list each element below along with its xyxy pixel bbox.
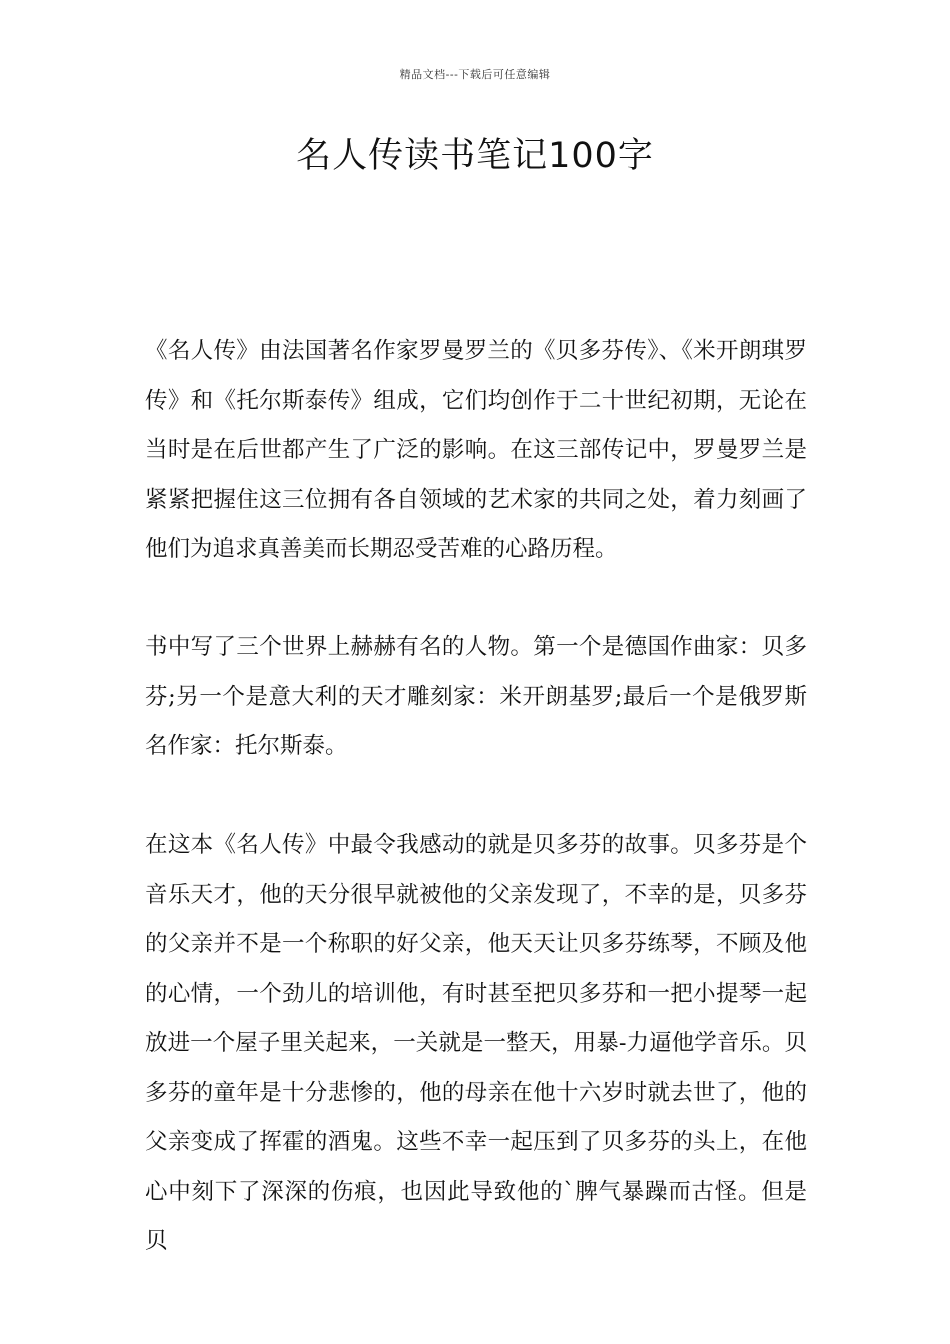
paragraph-3: 在这本《名人传》中最令我感动的就是贝多芬的故事。贝多芬是个音乐天才，他的天分很早就被他的父亲发现了，不幸的是，贝多芬的父亲并不是一个称职的好父亲，他天天让贝多芬练琴，不顾及他的心情，一个劲儿的培训他，有时甚至把贝多芬和一把小提琴一起放进一个屋子里关起来，一关就是一整天，用暴-力逼他学音乐。贝多芬的童年是十分悲惨的，他的母亲在他十六岁时就去世了，他的父亲变成了挥霍的酒鬼。这些不幸一起压到了贝多芬的头上，在他心中刻下了深深的伤痕，也因此导致他的`脾气暴躁而古怪。但是贝 xyxy=(145,832,807,1254)
page-title: 名人传读书笔记100字 xyxy=(296,136,654,176)
header-note: 精品文档---下载后可任意编辑 xyxy=(399,68,551,81)
paragraph-2: 书中写了三个世界上赫赫有名的人物。第一个是德国作曲家：贝多芬;另一个是意大利的天才雕刻家：米开朗基罗;最后一个是俄罗斯名作家：托尔斯泰。 xyxy=(145,634,807,759)
paragraph-1: 《名人传》由法国著名作家罗曼罗兰的《贝多芬传》、《米开朗琪罗传》和《托尔斯泰传》组成，它们均创作于二十世纪初期，无论在当时是在后世都产生了广泛的影响。在这三部传记中，罗曼罗兰是紧紧把握住这三位拥有各自领域的艺术家的共同之处，着力刻画了他们为追求真善美而长期忍受苦难的心路历程。 xyxy=(145,338,807,562)
